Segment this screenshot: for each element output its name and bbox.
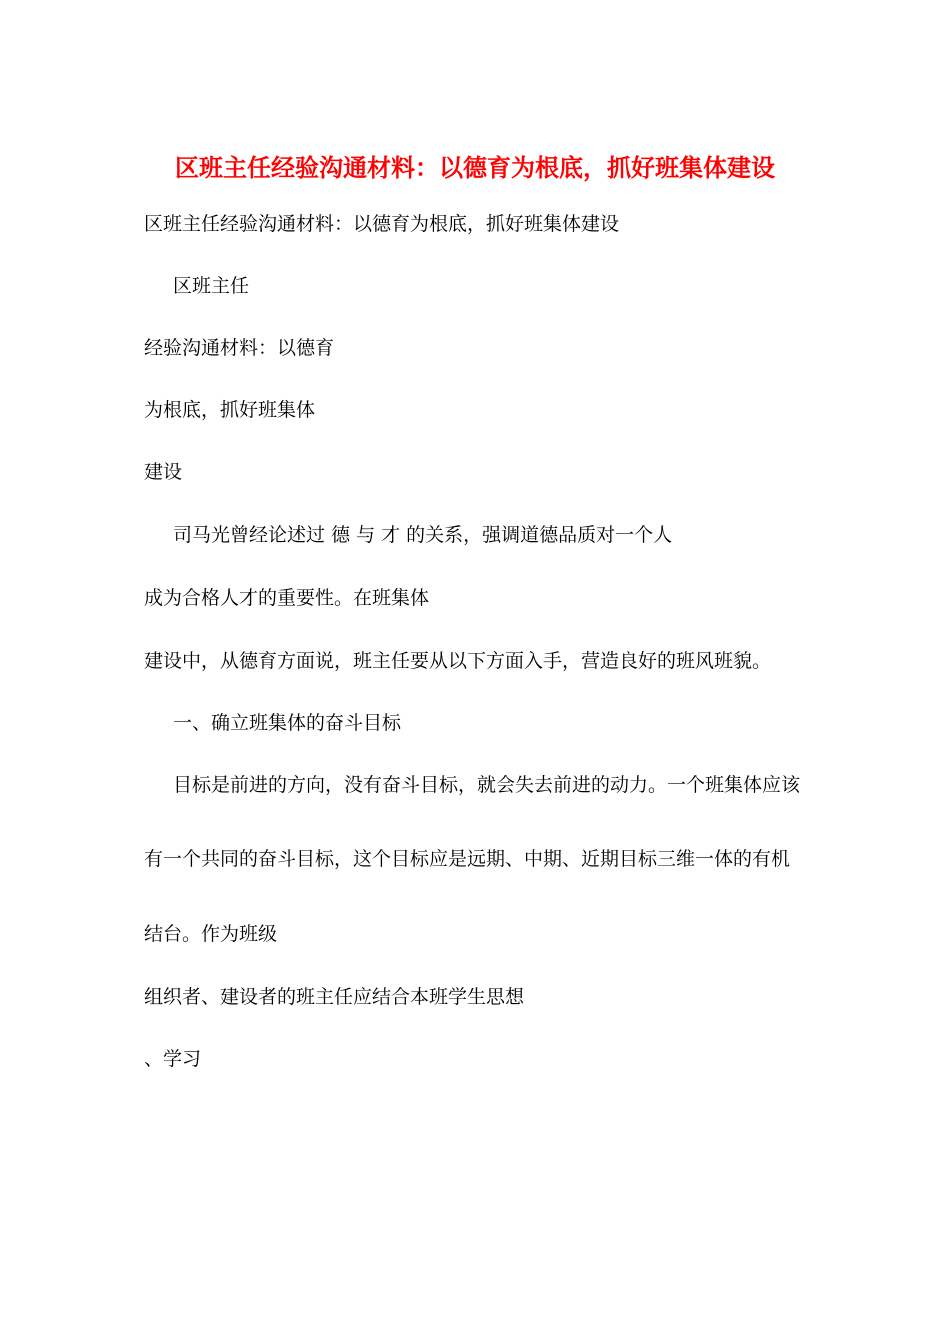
paragraph-line: 组织者、建设者的班主任应结合本班学生思想 — [144, 986, 525, 1008]
paragraph-line: 司马光曾经论述过 德 与 才 的关系，强调道德品质对一个人 — [173, 524, 673, 546]
paragraph-line: 建设 — [144, 461, 183, 483]
paragraph-line: 成为合格人才的重要性。在班集体 — [144, 587, 430, 609]
paragraph-line: 结台。作为班级 — [144, 923, 278, 945]
paragraph-line: 为根底，抓好班集体 — [144, 399, 316, 421]
subtitle-line: 区班主任经验沟通材料：以德育为根底，抓好班集体建设 — [144, 213, 620, 235]
paragraph-line: 区班主任 — [173, 275, 250, 297]
paragraph-line: 、学习 — [144, 1048, 202, 1070]
paragraph-line: 目标是前进的方向，没有奋斗目标，就会失去前进的动力。一个班集体应该 — [173, 774, 801, 796]
paragraph-line: 经验沟通材料：以德育 — [144, 337, 335, 359]
paragraph-line: 建设中，从德育方面说，班主任要从以下方面入手，营造良好的班风班貌。 — [144, 650, 772, 672]
paragraph-line: 有一个共同的奋斗目标，这个目标应是远期、中期、近期目标三维一体的有机 — [144, 848, 791, 870]
document-title: 区班主任经验沟通材料：以德育为根底，抓好班集体建设 — [175, 153, 775, 182]
section-heading: 一、确立班集体的奋斗目标 — [173, 712, 402, 734]
